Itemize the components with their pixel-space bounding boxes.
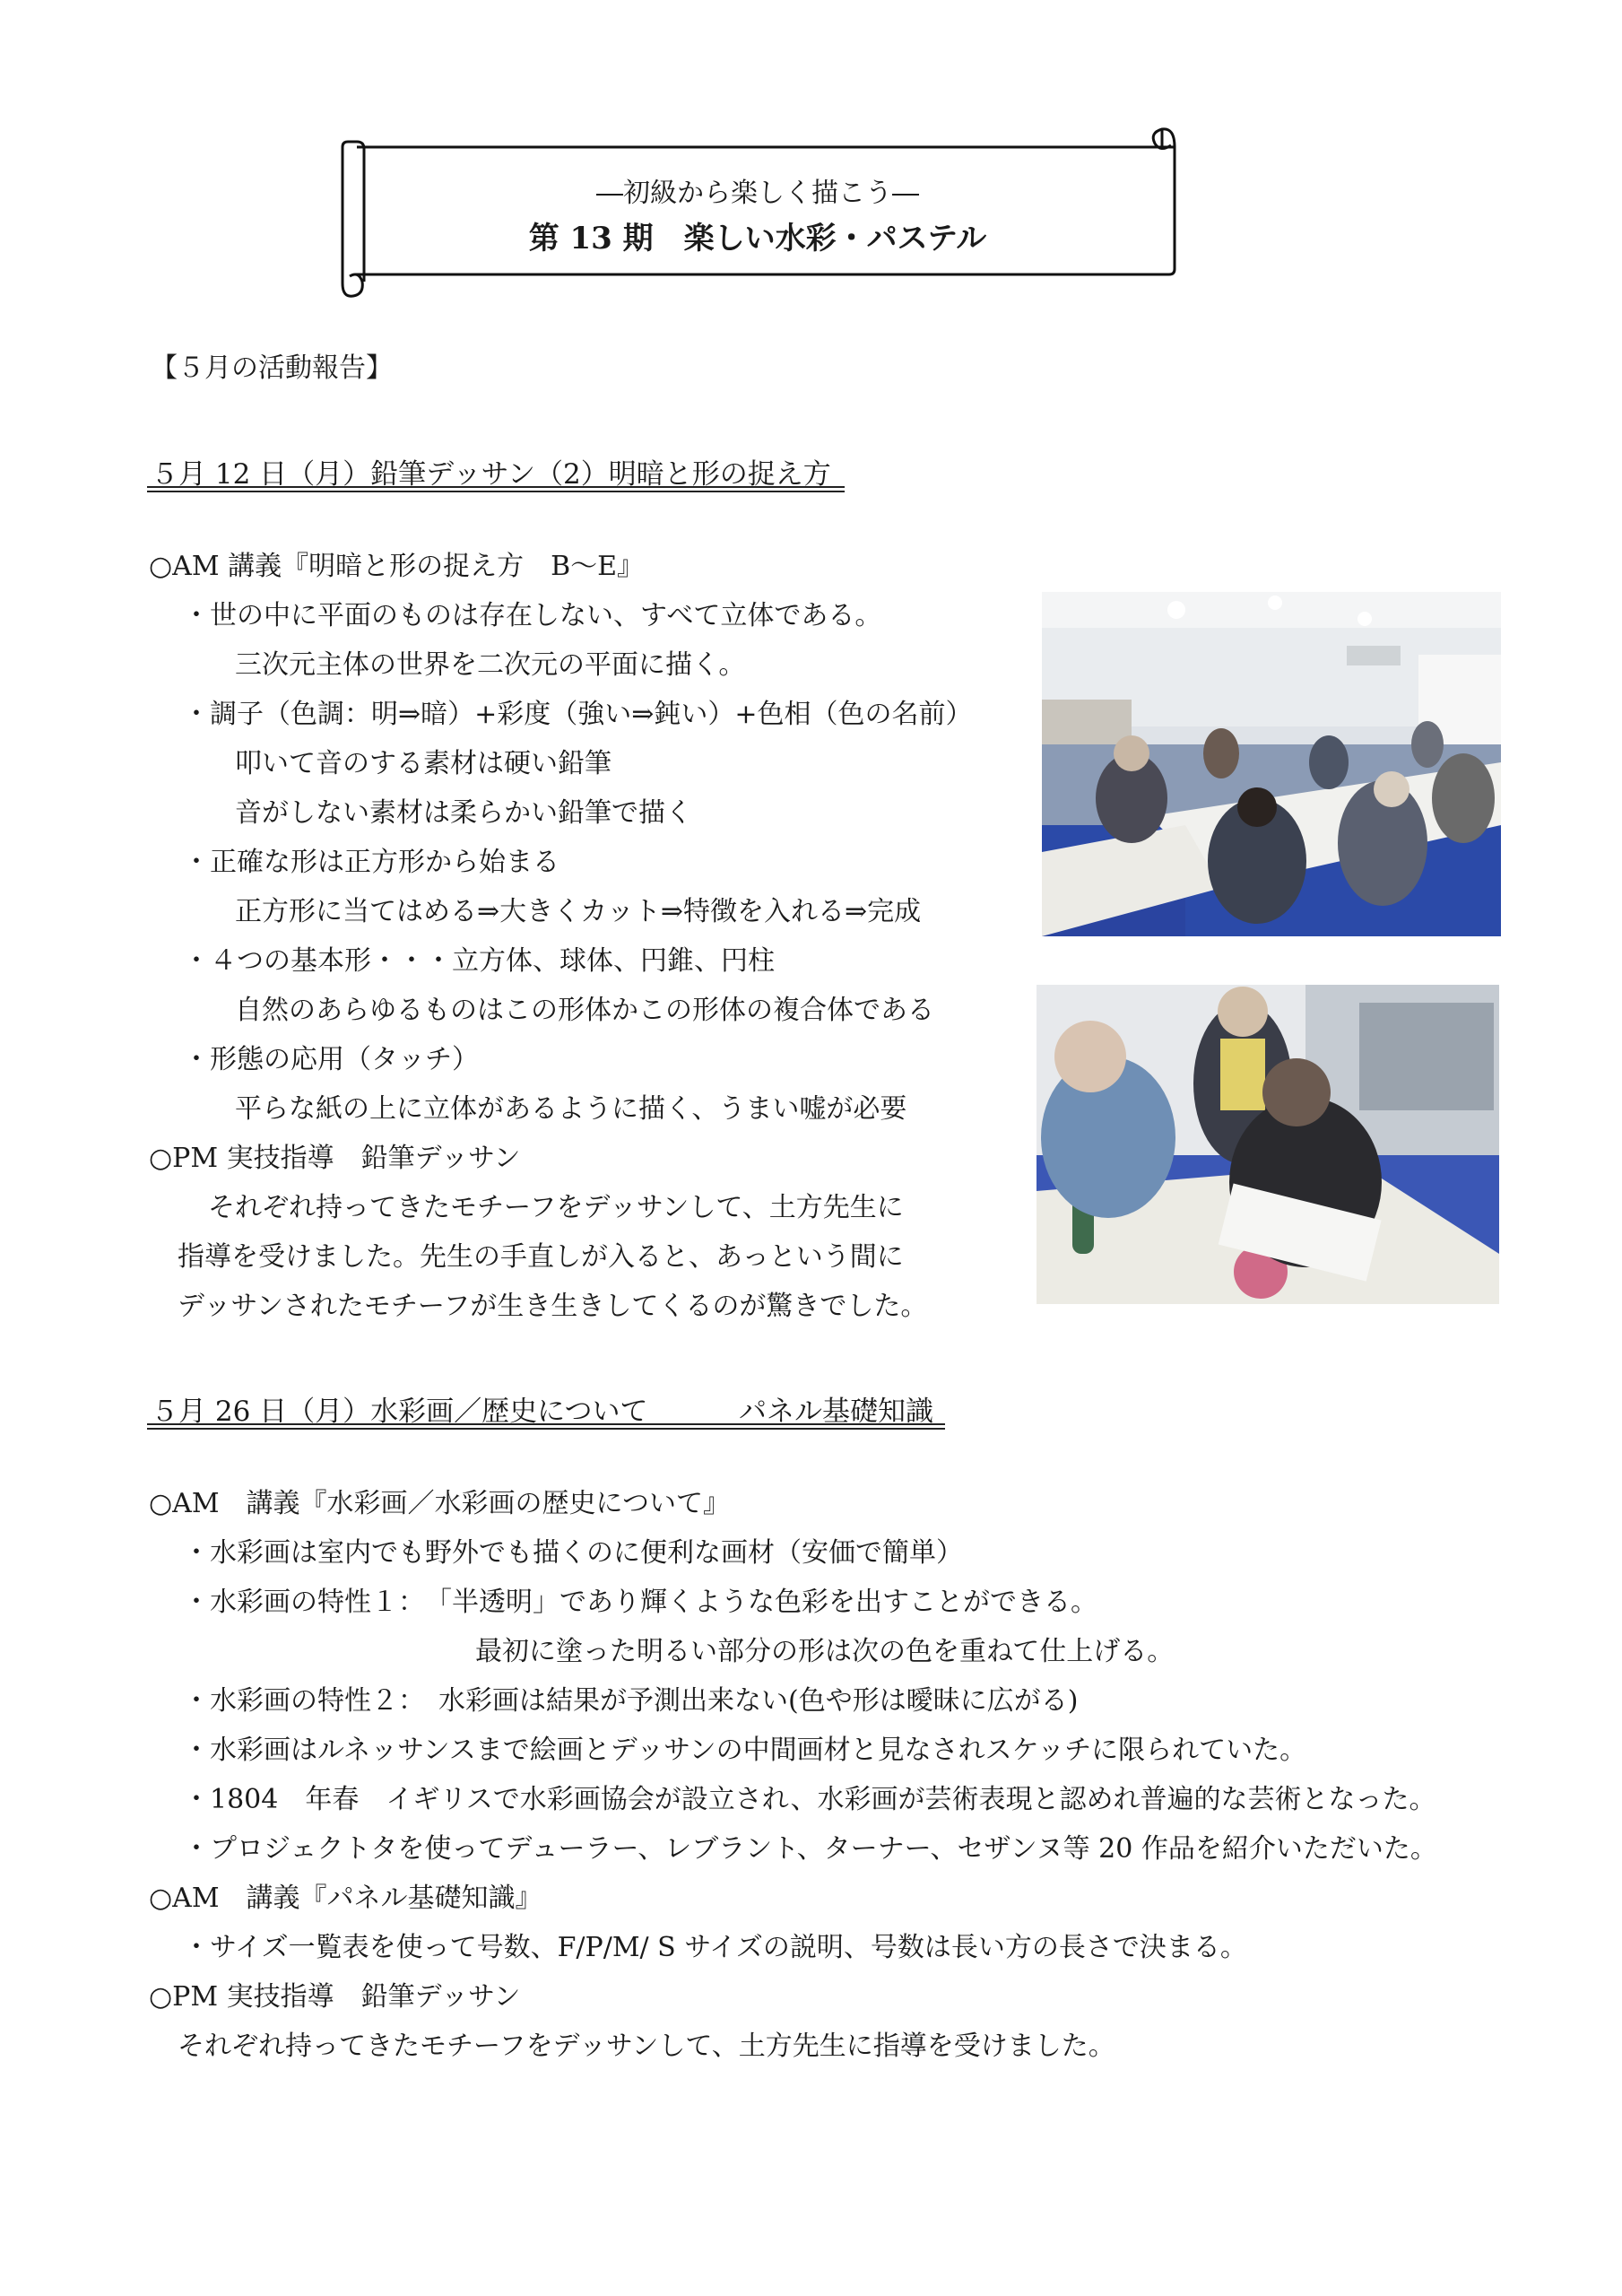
session2-heading: ５月 26 日（月）水彩画／歴史について <box>151 1396 648 1428</box>
session1-pm-line: デッサンされたモチーフが生き生きしてくるのが驚きでした。 <box>178 1291 928 1322</box>
session2-pm: ○PM 実技指導 鉛筆デッサン <box>149 1981 521 2013</box>
session1-underline <box>147 486 845 488</box>
classroom-photo <box>1042 592 1501 936</box>
session2-underline <box>147 1423 945 1425</box>
session1-underline-2 <box>147 491 845 492</box>
title-banner <box>332 124 1184 300</box>
session1-line: ・正確な形は正方形から始まる <box>183 847 559 878</box>
session1-line: 正方形に当てはめる⇒大きくカット⇒特徴を入れる⇒完成 <box>235 896 922 927</box>
session2-line: ・水彩画の特性１： 「半透明」であり輝くような色彩を出すことができる。 <box>183 1587 1097 1618</box>
session2-line: 最初に塗った明るい部分の形は次の色を重ねて仕上げる。 <box>475 1636 1175 1667</box>
session2-pm-line: それぞれ持ってきたモチーフをデッサンして、土方先生に指導を受けました。 <box>178 2031 1115 2062</box>
session1-line: ・世の中に平面のものは存在しない、すべて立体である。 <box>183 600 882 631</box>
report-title: 【５月の活動報告】 <box>151 352 393 384</box>
session2-line: ・サイズ一覧表を使って号数、F/P/M/ S サイズの説明、号数は長い方の長さで決まる。 <box>183 1932 1247 1963</box>
session1-pm-line: それぞれ持ってきたモチーフをデッサンして、土方先生に <box>208 1192 904 1223</box>
session2-am1: ○AM 講義『水彩画／水彩画の歴史について』 <box>149 1488 730 1519</box>
instructor-photo <box>1037 985 1499 1304</box>
session2-line: ・プロジェクトタを使ってデューラー、レブラント、ターナー、セザンヌ等 20 作品を紹介いただいた。 <box>183 1833 1437 1865</box>
session1-line: 叩いて音のする素材は硬い鉛筆 <box>235 748 612 779</box>
session1-line: ・調子（色調：明⇒暗）+彩度（強い⇒鈍い）+色相（色の名前） <box>183 699 973 730</box>
session2-underline-2 <box>147 1428 945 1430</box>
scroll-frame-graphic <box>332 124 1184 300</box>
session1-heading: ５月 12 日（月）鉛筆デッサン（2）明暗と形の捉え方 <box>151 458 831 491</box>
session1-am: ○AM 講義『明暗と形の捉え方 B～E』 <box>149 551 645 582</box>
banner-subtitle: ―初級から楽しく描こう― <box>596 178 919 209</box>
session1-line: 平らな紙の上に立体があるように描く、うまい嘘が必要 <box>235 1093 907 1125</box>
session1-line: 音がしない素材は柔らかい鉛筆で描く <box>235 797 692 829</box>
session2-line: ・水彩画の特性２： 水彩画は結果が予測出来ない(色や形は曖昧に広がる) <box>183 1685 1079 1717</box>
session2-line: ・水彩画はルネッサンスまで絵画とデッサンの中間画材と見なされスケッチに限られていた。 <box>183 1735 1307 1766</box>
session1-line: 自然のあらゆるものはこの形体かこの形体の複合体である <box>235 995 934 1026</box>
session2-am2: ○AM 講義『パネル基礎知識』 <box>149 1883 542 1914</box>
session2-heading-right: パネル基礎知識 <box>739 1396 933 1428</box>
session2-line: ・水彩画は室内でも野外でも描くのに便利な画材（安価で簡単） <box>183 1537 963 1569</box>
session1-line: ・形態の応用（タッチ） <box>183 1044 479 1075</box>
session1-line: ・４つの基本形・・・立方体、球体、円錐、円柱 <box>183 945 775 977</box>
banner-title: 第 13 期 楽しい水彩・パステル <box>528 221 987 257</box>
session1-pm: ○PM 実技指導 鉛筆デッサン <box>149 1143 521 1174</box>
session1-line: 三次元主体の世界を二次元の平面に描く。 <box>235 649 746 681</box>
session2-line: ・1804 年春 イギリスで水彩画協会が設立され、水彩画が芸術表現と認めれ普遍的な芸術となった。 <box>183 1784 1436 1815</box>
session1-pm-line: 指導を受けました。先生の手直しが入ると、あっという間に <box>178 1241 904 1273</box>
